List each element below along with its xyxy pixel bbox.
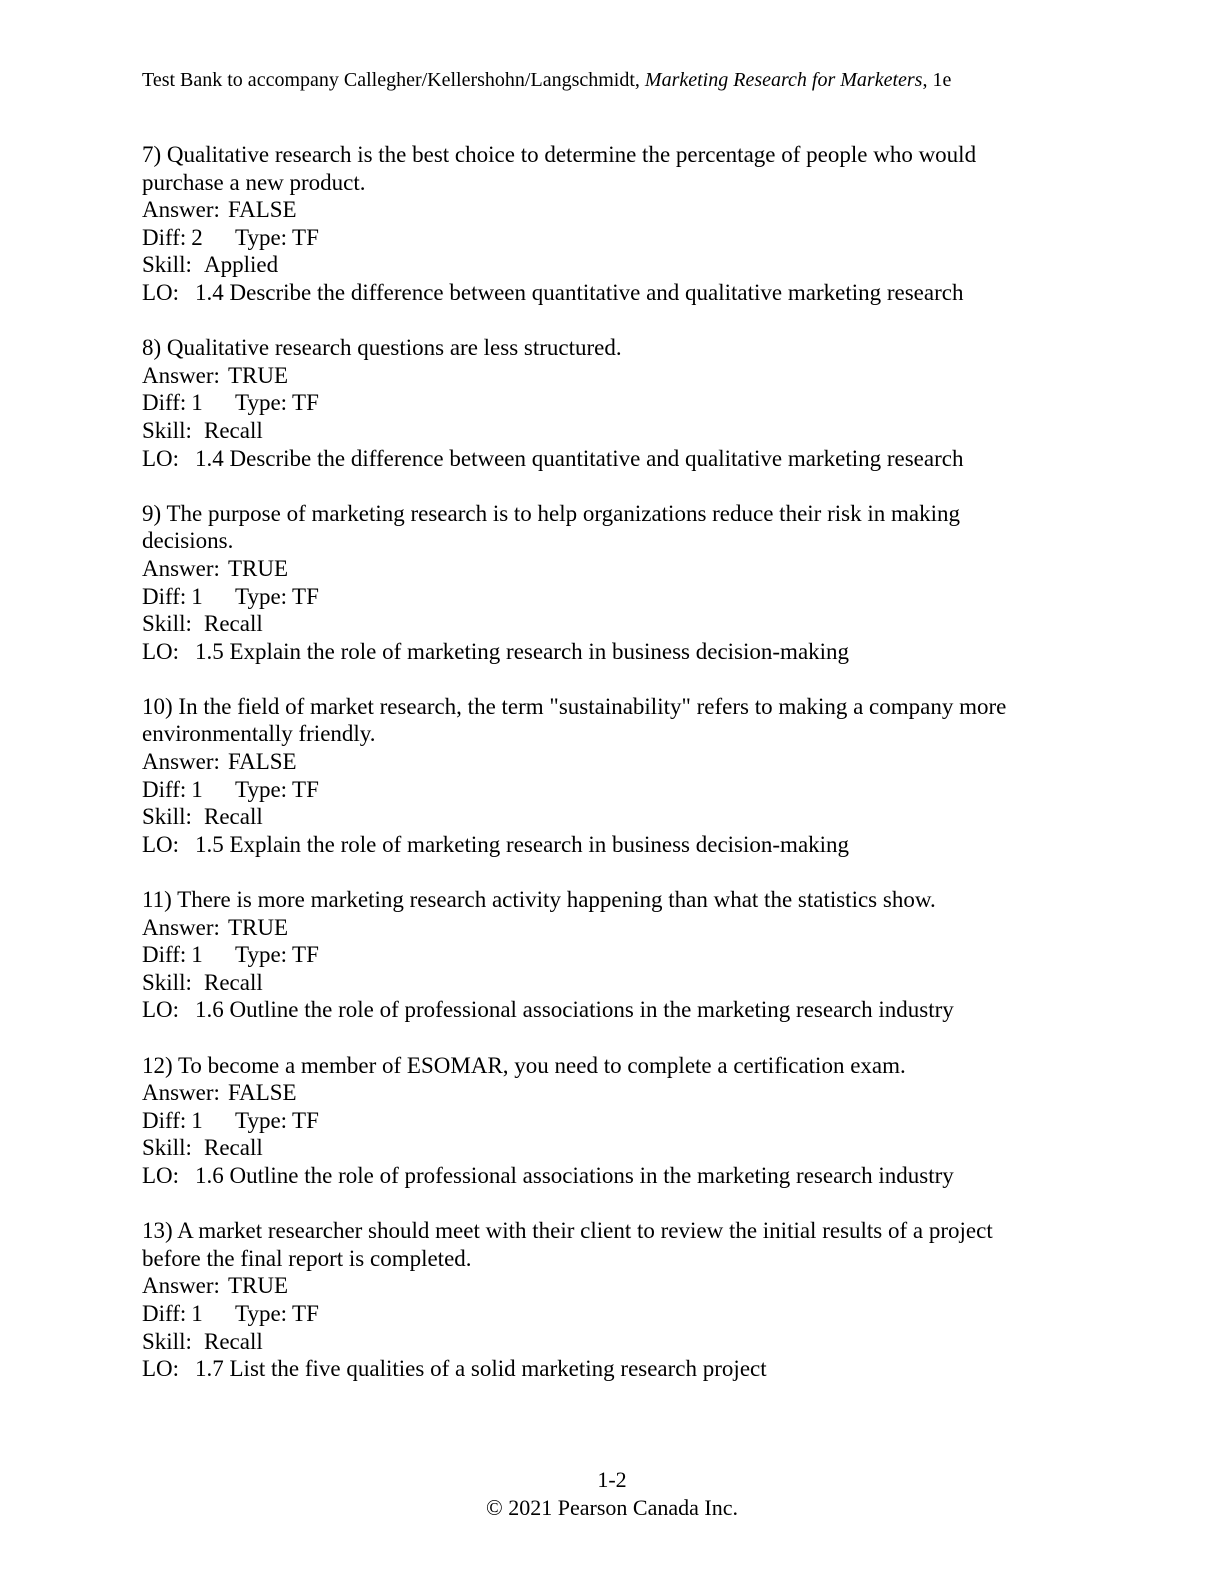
question-block xyxy=(142,1217,1102,1383)
book-title: Marketing Research for Marketers xyxy=(644,69,923,91)
skill-line xyxy=(142,1134,1102,1162)
answer-value: TRUE xyxy=(228,555,289,581)
type-label: Type: xyxy=(235,224,288,250)
lo-value: 1.4 Describe the difference between quantitative and qualitative marketing research xyxy=(195,279,964,305)
lo-label: LO: xyxy=(142,638,180,664)
skill-label: Skill: xyxy=(142,417,192,443)
type-value: TF xyxy=(292,942,319,968)
answer-line xyxy=(142,555,1102,583)
header-prefix: Test Bank to accompany Callegher/Kellershohn/Langschmidt, xyxy=(142,69,645,91)
question-block xyxy=(142,334,1102,472)
diff-type-line xyxy=(142,941,1102,969)
question-block xyxy=(142,500,1102,666)
lo-value: 1.5 Explain the role of marketing research in business decision-making xyxy=(195,831,850,857)
question-text-line: 7) Qualitative research is the best choice to determine the percentage of people who would xyxy=(142,142,977,167)
diff-cell xyxy=(142,776,235,804)
skill-value: Recall xyxy=(204,417,263,443)
skill-line xyxy=(142,803,1102,831)
diff-label: Diff: xyxy=(142,1300,187,1326)
answer-value: FALSE xyxy=(228,1080,297,1106)
lo-line xyxy=(142,1162,1102,1190)
page-footer xyxy=(0,1466,1224,1521)
answer-label: Answer: xyxy=(142,749,220,775)
question-text-line: 8) Qualitative research questions are less structured. xyxy=(142,335,622,361)
skill-line xyxy=(142,251,1102,279)
lo-value: 1.6 Outline the role of professional associations in the marketing research industry xyxy=(195,1162,954,1188)
lo-value: 1.6 Outline the role of professional associations in the marketing research industry xyxy=(195,997,954,1023)
answer-label: Answer: xyxy=(142,362,220,388)
skill-line xyxy=(142,417,1102,445)
page-number: 1-2 xyxy=(597,1467,627,1492)
diff-value: 1 xyxy=(191,390,203,416)
answer-line xyxy=(142,196,1102,224)
lo-label: LO: xyxy=(142,445,180,471)
type-label: Type: xyxy=(235,1107,288,1133)
lo-value: 1.4 Describe the difference between quantitative and qualitative marketing research xyxy=(195,445,964,471)
type-label: Type: xyxy=(235,390,288,416)
answer-label: Answer: xyxy=(142,197,220,223)
question-text-line: purchase a new product. xyxy=(142,169,366,195)
skill-label: Skill: xyxy=(142,252,192,278)
answer-value: TRUE xyxy=(228,362,289,388)
type-value: TF xyxy=(292,224,319,250)
lo-value: 1.7 List the five qualities of a solid marketing research project xyxy=(195,1356,767,1382)
question-text-line: 9) The purpose of marketing research is to help organizations reduce their risk in making xyxy=(142,500,960,526)
skill-line xyxy=(142,1328,1102,1356)
type-value: TF xyxy=(292,1107,319,1133)
answer-line xyxy=(142,914,1102,942)
skill-value: Recall xyxy=(204,804,263,830)
skill-line xyxy=(142,610,1102,638)
lo-label: LO: xyxy=(142,1356,180,1382)
answer-line xyxy=(142,748,1102,776)
skill-label: Skill: xyxy=(142,804,192,830)
diff-type-line xyxy=(142,224,1102,252)
question-block xyxy=(142,141,1102,307)
question-block xyxy=(142,693,1102,859)
lo-label: LO: xyxy=(142,831,180,857)
diff-value: 2 xyxy=(191,224,203,250)
question-text-line: environmentally friendly. xyxy=(142,721,376,747)
skill-label: Skill: xyxy=(142,611,192,637)
type-value: TF xyxy=(292,390,319,416)
diff-type-line xyxy=(142,1107,1102,1135)
answer-label: Answer: xyxy=(142,914,220,940)
lo-line xyxy=(142,1355,1102,1383)
type-label: Type: xyxy=(235,583,288,609)
type-value: TF xyxy=(292,583,319,609)
type-value: TF xyxy=(292,776,319,802)
diff-type-line xyxy=(142,1300,1102,1328)
question-text-line: 10) In the field of market research, the term "sustainability" refers to making a company more xyxy=(142,693,1007,719)
type-value: TF xyxy=(292,1300,319,1326)
answer-line xyxy=(142,1079,1102,1107)
diff-value: 1 xyxy=(191,583,203,609)
lo-label: LO: xyxy=(142,1162,180,1188)
skill-value: Recall xyxy=(204,611,263,637)
type-label: Type: xyxy=(235,776,288,802)
copyright: © 2021 Pearson Canada Inc. xyxy=(486,1494,738,1520)
diff-value: 1 xyxy=(191,942,203,968)
lo-label: LO: xyxy=(142,997,180,1023)
answer-value: FALSE xyxy=(228,197,297,223)
answer-line xyxy=(142,1272,1102,1300)
skill-label: Skill: xyxy=(142,969,192,995)
lo-line xyxy=(142,831,1102,859)
lo-value: 1.5 Explain the role of marketing research in business decision-making xyxy=(195,638,850,664)
skill-label: Skill: xyxy=(142,1328,192,1354)
lo-line xyxy=(142,279,1102,307)
skill-label: Skill: xyxy=(142,1135,192,1161)
diff-value: 1 xyxy=(191,1107,203,1133)
skill-line xyxy=(142,969,1102,997)
answer-line xyxy=(142,362,1102,390)
question-text-line: before the final report is completed. xyxy=(142,1245,472,1271)
answer-label: Answer: xyxy=(142,1273,220,1299)
diff-type-line xyxy=(142,583,1102,611)
question-text-line: 12) To become a member of ESOMAR, you need to complete a certification exam. xyxy=(142,1052,906,1078)
page-header xyxy=(142,68,951,92)
diff-label: Diff: xyxy=(142,390,187,416)
diff-cell xyxy=(142,583,235,611)
lo-line xyxy=(142,996,1102,1024)
diff-label: Diff: xyxy=(142,1107,187,1133)
diff-cell xyxy=(142,389,235,417)
question-block xyxy=(142,886,1102,1024)
lo-line xyxy=(142,445,1102,473)
lo-line xyxy=(142,638,1102,666)
diff-label: Diff: xyxy=(142,224,187,250)
diff-cell xyxy=(142,1107,235,1135)
diff-label: Diff: xyxy=(142,583,187,609)
diff-label: Diff: xyxy=(142,776,187,802)
diff-cell xyxy=(142,941,235,969)
question-text-line: 13) A market researcher should meet with their client to review the initial results of a project xyxy=(142,1218,993,1244)
diff-type-line xyxy=(142,389,1102,417)
lo-label: LO: xyxy=(142,279,180,305)
diff-value: 1 xyxy=(191,1300,203,1326)
header-suffix: , 1e xyxy=(922,69,952,91)
type-label: Type: xyxy=(235,942,288,968)
diff-cell xyxy=(142,224,235,252)
question-block xyxy=(142,1052,1102,1190)
diff-type-line xyxy=(142,776,1102,804)
type-label: Type: xyxy=(235,1300,288,1326)
diff-value: 1 xyxy=(191,776,203,802)
question-text-line: decisions. xyxy=(142,528,234,554)
answer-label: Answer: xyxy=(142,1080,220,1106)
answer-value: TRUE xyxy=(228,1273,289,1299)
answer-value: TRUE xyxy=(228,914,289,940)
diff-cell xyxy=(142,1300,235,1328)
questions-list xyxy=(142,141,1102,1410)
skill-value: Recall xyxy=(204,1328,263,1354)
skill-value: Recall xyxy=(204,969,263,995)
answer-value: FALSE xyxy=(228,749,297,775)
question-text-line: 11) There is more marketing research activity happening than what the statistics show. xyxy=(142,887,936,913)
answer-label: Answer: xyxy=(142,555,220,581)
diff-label: Diff: xyxy=(142,942,187,968)
skill-value: Recall xyxy=(204,1135,263,1161)
skill-value: Applied xyxy=(204,252,279,278)
